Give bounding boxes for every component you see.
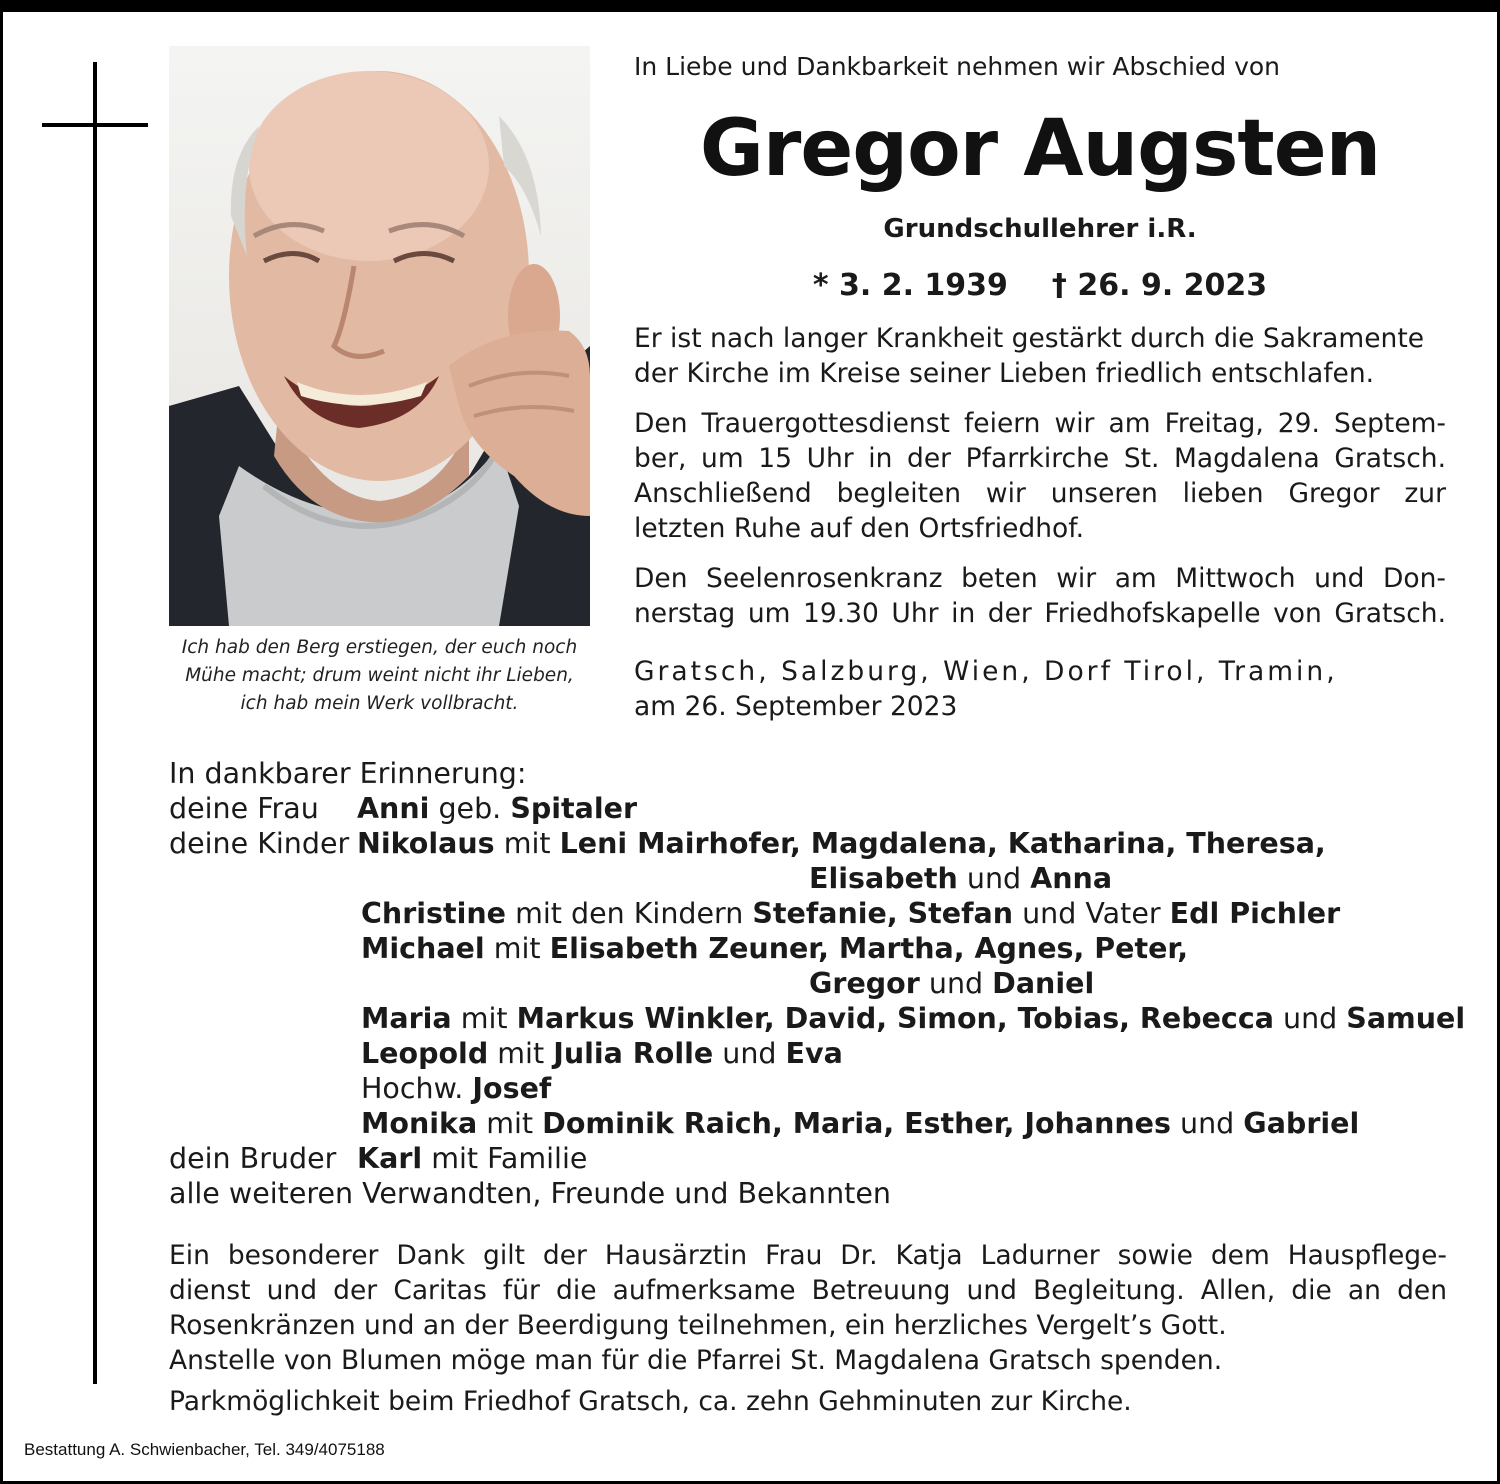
deceased-name: Gregor Augsten <box>699 104 1381 194</box>
portrait-photo <box>169 46 590 626</box>
connector: mit Familie <box>431 1142 588 1175</box>
cross-icon-bar <box>42 123 148 127</box>
text-line: Den Trauergottesdienst feiern wir am Freitag, 29. Septem- <box>634 408 1446 439</box>
member-name: Markus Winkler, David, Simon, Tobias, Rebecca <box>516 1002 1274 1035</box>
connector: und <box>1283 1002 1338 1035</box>
connector: mit den Kindern <box>515 897 744 930</box>
profession: Grundschullehrer i.R. <box>883 214 1197 244</box>
text-line: Anstelle von Blumen möge man für die Pfarrei St. Magdalena Gratsch spenden. <box>169 1345 1223 1376</box>
paragraph-passing <box>634 321 1446 391</box>
member-name: Anna <box>1030 862 1113 895</box>
connector: und <box>1180 1107 1235 1140</box>
member-name: Karl <box>357 1142 423 1175</box>
connector: Vater <box>1085 897 1161 930</box>
connector: mit <box>493 932 541 965</box>
text-line: dienst und der Caritas für die aufmerksame Betreuung und Begleitung. Allen, die an den <box>169 1275 1447 1306</box>
notice-date: am 26. September 2023 <box>634 691 958 722</box>
member-name: Gregor <box>809 967 920 1000</box>
text-line: der Kirche im Kreise seiner Lieben friedlich entschlafen. <box>634 358 1375 389</box>
member-name: Spitaler <box>510 792 638 825</box>
text-line: Ein besonderer Dank gilt der Hausärztin Frau Dr. Katja Ladurner sowie dem Hauspflege- <box>169 1240 1447 1271</box>
connector: mit <box>503 827 551 860</box>
connector: und <box>1022 897 1077 930</box>
member-name: Elisabeth Zeuner, Martha, Agnes, Peter, <box>549 932 1189 965</box>
member-name: Eva <box>785 1037 843 1070</box>
connector: geb. <box>438 792 502 825</box>
member-name: Anni <box>357 792 430 825</box>
connector: mit <box>486 1107 534 1140</box>
member-name: Daniel <box>992 967 1095 1000</box>
connector: mit <box>497 1037 545 1070</box>
relation-label: deine Frau <box>169 792 319 825</box>
relation-label: deine Kinder <box>169 827 350 860</box>
text-line: nerstag um 19.30 Uhr in der Friedhofskapelle von Gratsch. <box>634 598 1446 629</box>
member-name: Monika <box>361 1107 478 1140</box>
intro-line: In Liebe und Dankbarkeit nehmen wir Abschied von <box>634 52 1281 81</box>
funeral-home-footer: Bestattung A. Schwienbacher, Tel. 349/4075188 <box>24 1440 385 1459</box>
member-name: Edl Pichler <box>1169 897 1341 930</box>
member-name: Leni Mairhofer, Magdalena, Katharina, Theresa, <box>559 827 1326 860</box>
connector: und <box>722 1037 777 1070</box>
caption-line: ich hab mein Werk vollbracht. <box>240 693 519 714</box>
member-name: Michael <box>361 932 485 965</box>
others-text: alle weiteren Verwandten, Freunde und Bekannten <box>169 1177 891 1210</box>
member-name: Dominik Raich, Maria, Esther, Johannes <box>542 1107 1171 1140</box>
text-line: Anschließend begleiten wir unseren lieben Gregor zur <box>634 478 1446 509</box>
place-list: Gratsch, Salzburg, Wien, Dorf Tirol, Tramin, <box>634 656 1338 687</box>
connector: und <box>928 967 984 1000</box>
member-name: Stefanie, Stefan <box>752 897 1014 930</box>
connector: und <box>966 862 1022 895</box>
family-heading: In dankbarer Erinnerung: <box>169 757 527 790</box>
place-and-date <box>634 654 1338 724</box>
member-name: Christine <box>361 897 507 930</box>
member-name: Samuel <box>1346 1002 1466 1035</box>
text-line: letzten Ruhe auf den Ortsfriedhof. <box>634 513 1085 544</box>
member-name: Leopold <box>361 1037 489 1070</box>
birth-date: * 3. 2. 1939 <box>812 268 1008 303</box>
member-name: Gabriel <box>1243 1107 1360 1140</box>
relation-label: dein Bruder <box>169 1142 337 1175</box>
member-name: Elisabeth <box>809 862 958 895</box>
caption-line: Ich hab den Berg erstiegen, der euch noch <box>181 637 578 658</box>
member-name: Josef <box>472 1072 552 1105</box>
text-line: ber, um 15 Uhr in der Pfarrkirche St. Magdalena Gratsch. <box>634 443 1446 474</box>
cross-icon <box>93 62 97 1384</box>
death-date: † 26. 9. 2023 <box>1051 268 1268 303</box>
text-line: Parkmöglichkeit beim Friedhof Gratsch, ca. zehn Gehminuten zur Kirche. <box>169 1386 1132 1417</box>
connector: mit <box>460 1002 508 1035</box>
paragraph-rosary <box>634 561 1446 631</box>
text-line: Rosenkränzen und an der Beerdigung teilnehmen, ein herzliches Vergelt’s Gott. <box>169 1310 1227 1341</box>
thanks-section <box>169 1238 1447 1419</box>
connector: Hochw. <box>361 1072 464 1105</box>
member-name: Julia Rolle <box>553 1037 714 1070</box>
photo-caption <box>169 634 590 718</box>
paragraph-funeral <box>634 406 1446 546</box>
text-line: Den Seelenrosenkranz beten wir am Mittwoch und Don- <box>634 563 1446 594</box>
life-dates <box>600 268 1480 303</box>
member-name: Nikolaus <box>357 827 495 860</box>
caption-line: Mühe macht; drum weint nicht ihr Lieben, <box>185 665 574 686</box>
text-line: Er ist nach langer Krankheit gestärkt durch die Sakramente <box>634 323 1425 354</box>
member-name: Maria <box>361 1002 452 1035</box>
